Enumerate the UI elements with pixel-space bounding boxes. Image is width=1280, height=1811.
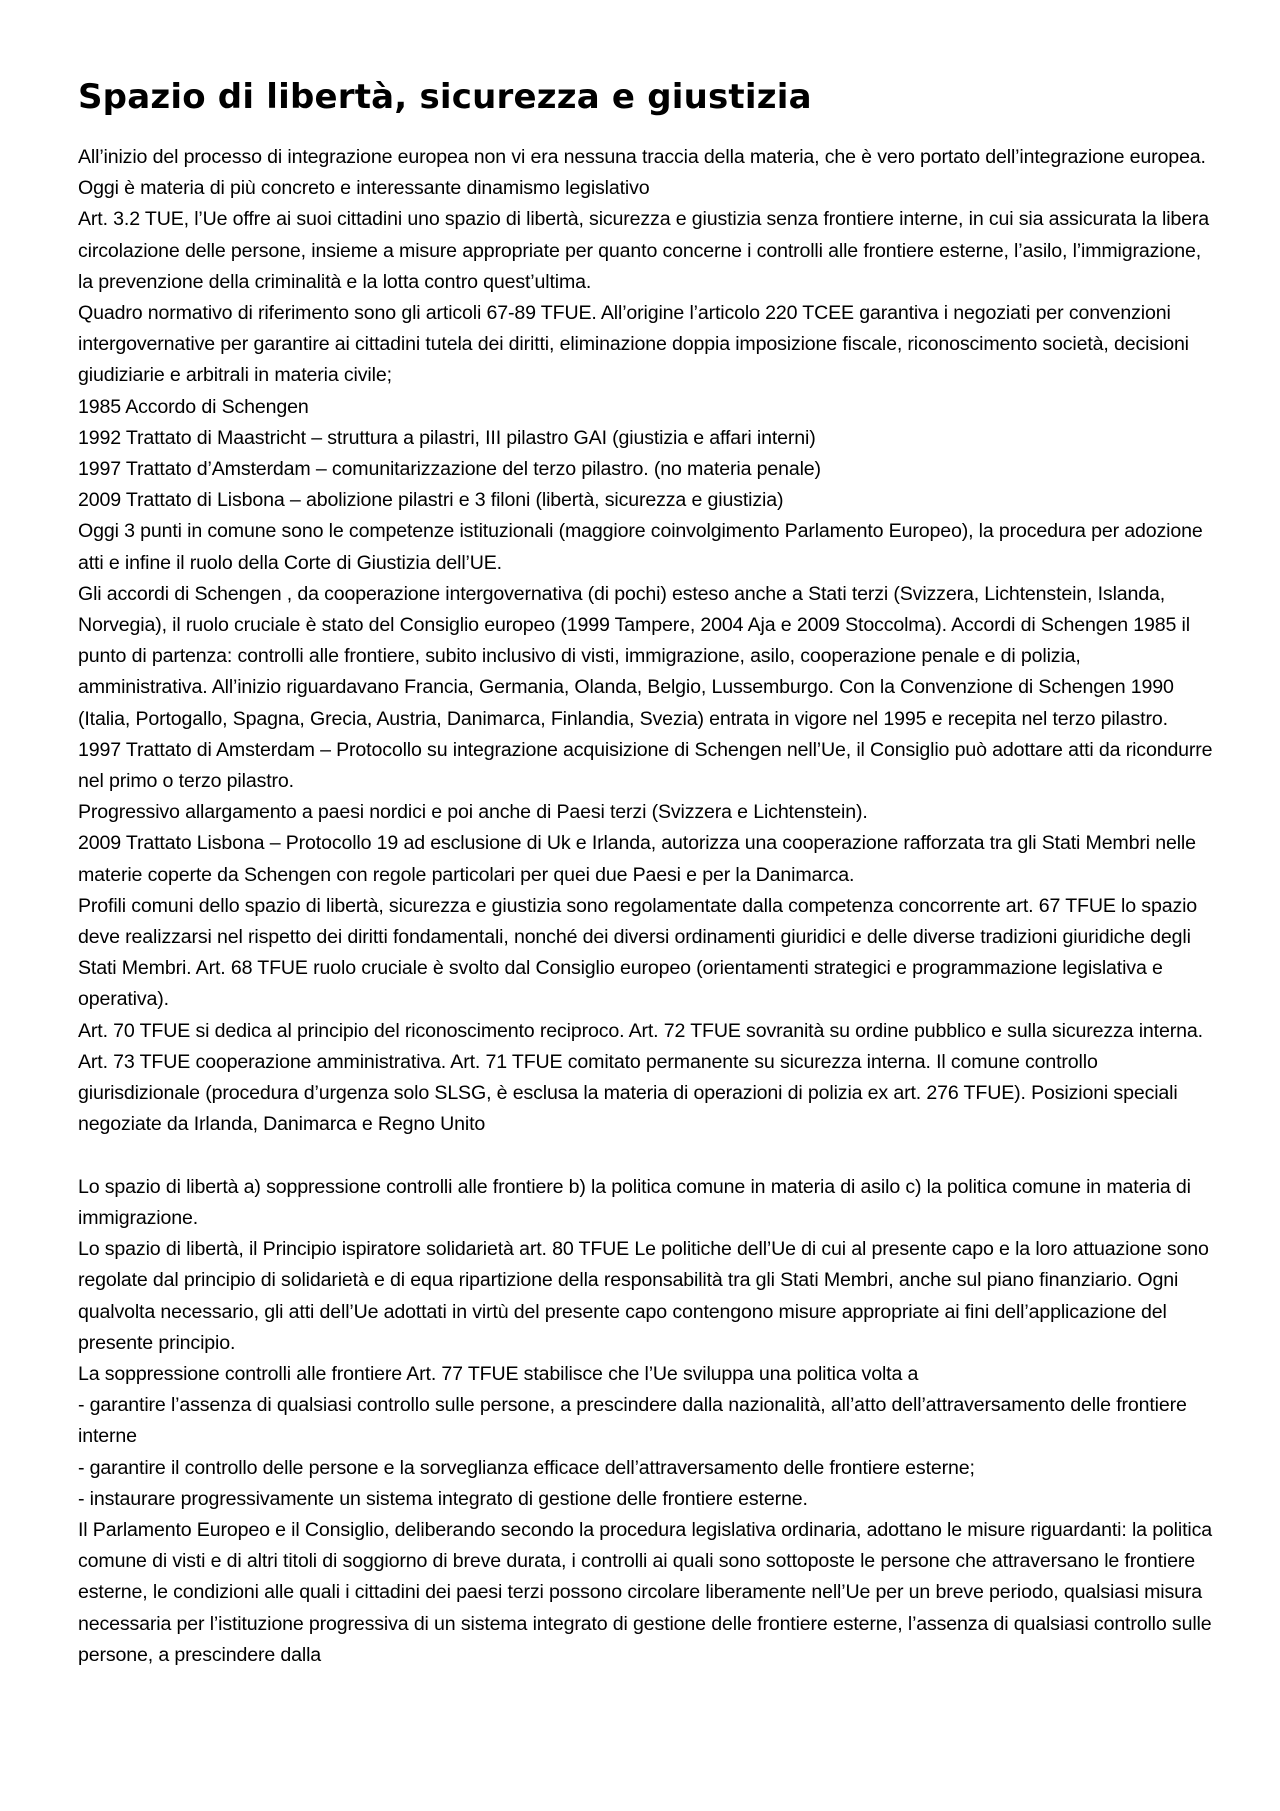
paragraph: 2009 Trattato di Lisbona – abolizione pilastri e 3 filoni (libertà, sicurezza e giustizia) [78, 489, 784, 512]
paragraph: Art. 3.2 TUE, l’Ue offre ai suoi cittadini uno spazio di libertà, sicurezza e giustizia senza frontiere interne, in cui sia assicurata la libera circolazione delle persone, insieme a misure appropriate per quanto concerne i controlli alle frontiere esterne, l’asilo, l’immigrazione, la prevenzione della criminalità e la lotta contro quest’ultima. [78, 208, 1210, 293]
paragraph: - instaurare progressivamente un sistema integrato di gestione delle frontiere esterne. [78, 1487, 808, 1510]
paragraph: Lo spazio di libertà, il Principio ispiratore solidarietà art. 80 TFUE Le politiche dell’Ue di cui al presente capo e la loro attuazione sono regolate dal principio di solidarietà e di equa ripartizione della responsabilità tra gli Stati Membri, anche sul piano finanziario. Ogni qualvolta necessario, gli atti dell’Ue adottati in virtù del presente capo contengono misure appropriate ai fini dell’applicazione del presente principio. [78, 1238, 1209, 1354]
paragraph: 1997 Trattato di Amsterdam – Protocollo su integrazione acquisizione di Schengen nell’Ue, il Consiglio può adottare atti da ricondurre nel primo o terzo pilastro. [78, 738, 1213, 793]
paragraph: - garantire l’assenza di qualsiasi controllo sulle persone, a prescindere dalla nazionalità, all’atto dell’attraversamento delle frontiere interne [78, 1394, 1187, 1448]
paragraph: Oggi 3 punti in comune sono le competenze istituzionali (maggiore coinvolgimento Parlamento Europeo), la procedura per adozione atti e infine il ruolo della Corte di Giustizia dell’UE. [78, 520, 1203, 574]
paragraph: Art. 70 TFUE si dedica al principio del riconoscimento reciproco. Art. 72 TFUE sovranità su ordine pubblico e sulla sicurezza interna. Art. 73 TFUE cooperazione amministrativa. Art. 71 TFUE comitato permanente su sicurezza interna. Il comune controllo giurisdizionale (procedura d’urgenza solo SLSG, è esclusa la materia di operazioni di polizia ex art. 276 TFUE). Posizioni speciali negoziate da Irlanda, Danimarca e Regno Unito [78, 1019, 1203, 1136]
blank-line [78, 1141, 1214, 1172]
paragraph: Profili comuni dello spazio di libertà, sicurezza e giustizia sono regolamentate dalla competenza concorrente art. 67 TFUE lo spazio deve realizzarsi nel rispetto dei diritti fondamentali, nonché dei diversi ordinamenti giuridici e delle diverse tradizioni giuridiche degli Stati Membri. Art. 68 TFUE ruolo cruciale è svolto dal Consiglio europeo (orientamenti strategici e programmazione legislativa e operativa). [78, 894, 1198, 1011]
paragraph: 1992 Trattato di Maastricht – struttura a pilastri, III pilastro GAI (giustizia e affari interni) [78, 426, 816, 449]
paragraph: Quadro normativo di riferimento sono gli articoli 67-89 TFUE. All’origine l’articolo 220 TCEE garantiva i negoziati per convenzioni intergovernative per garantire ai cittadini tutela dei diritti, eliminazione doppia imposizione fiscale, riconoscimento società, decisioni giudiziarie e arbitrali in materia civile; [78, 302, 1189, 387]
paragraph: 1985 Accordo di Schengen [78, 395, 309, 418]
paragraph: Progressivo allargamento a paesi nordici e poi anche di Paesi terzi (Svizzera e Lichtenstein). [78, 801, 868, 824]
paragraph: 2009 Trattato Lisbona – Protocollo 19 ad esclusione di Uk e Irlanda, autorizza una cooperazione rafforzata tra gli Stati Membri nelle materie coperte da Schengen con regole particolari per quei due Paesi e per la Danimarca. [78, 832, 1196, 886]
paragraph: All’inizio del processo di integrazione europea non vi era nessuna traccia della materia, che è vero portato dell’integrazione europea. Oggi è materia di più concreto e interessante dinamismo legislativo [78, 146, 1206, 200]
document-body [78, 142, 1214, 1671]
paragraph: 1997 Trattato d’Amsterdam – comunitarizzazione del terzo pilastro. (no materia penale) [78, 458, 821, 481]
paragraph: Gli accordi di Schengen , da cooperazione intergovernativa (di pochi) esteso anche a Stati terzi (Svizzera, Lichtenstein, Islanda, Norvegia), il ruolo cruciale è stato del Consiglio europeo (1999 Tampere, 2004 Aja e 2009 Stoccolma). Accordi di Schengen 1985 il punto di partenza: controlli alle frontiere, subito inclusivo di visti, immigrazione, asilo, cooperazione penale e di polizia, amministrativa. All’inizio riguardavano Francia, Germania, Olanda, Belgio, Lussemburgo. Con la Convenzione di Schengen 1990 (Italia, Portogallo, Spagna, Grecia, Austria, Danimarca, Finlandia, Svezia) entrata in vigore nel 1995 e recepita nel terzo pilastro. [78, 582, 1190, 730]
paragraph: La soppressione controlli alle frontiere Art. 77 TFUE stabilisce che l’Ue sviluppa una politica volta a [78, 1362, 919, 1385]
document-title: Spazio di libertà, sicurezza e giustizia [78, 77, 812, 117]
paragraph: Lo spazio di libertà a) soppressione controlli alle frontiere b) la politica comune in materia di asilo c) la politica comune in materia di immigrazione. [78, 1175, 1191, 1229]
paragraph: Il Parlamento Europeo e il Consiglio, deliberando secondo la procedura legislativa ordinaria, adottano le misure riguardanti: la politica comune di visti e di altri titoli di soggiorno di breve durata, i controlli ai quali sono sottoposte le persone che attraversano le frontiere esterne, le condizioni alle quali i cittadini dei paesi terzi possono circolare liberamente nell’Ue per un breve periodo, qualsiasi misura necessaria per l’istituzione progressiva di un sistema integrato di gestione delle frontiere esterne, l’assenza di qualsiasi controllo sulle persone, a prescindere dalla [78, 1518, 1212, 1666]
paragraph: - garantire il controllo delle persone e la sorveglianza efficace dell’attraversamento delle frontiere esterne; [78, 1456, 975, 1479]
